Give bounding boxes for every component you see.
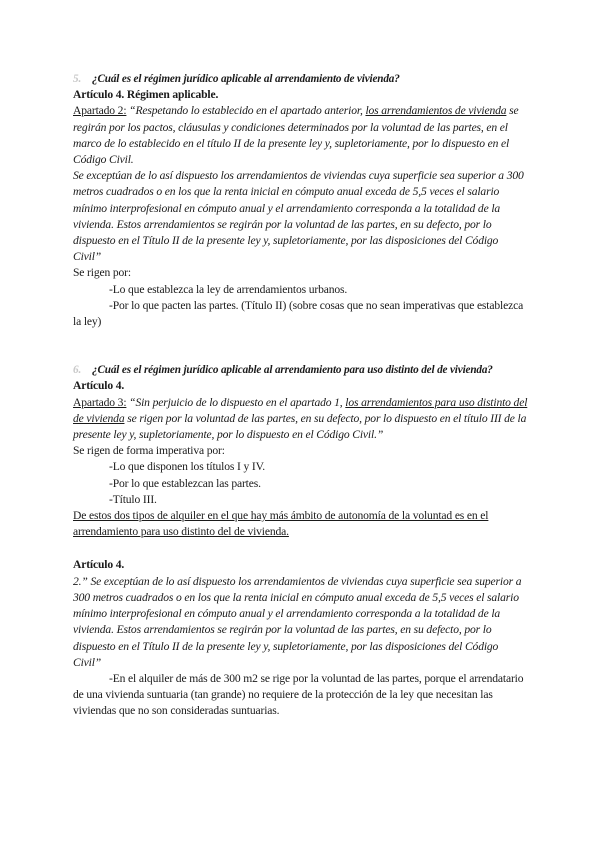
- article-4-title: Artículo 4. Régimen aplicable.: [73, 88, 219, 102]
- question-5: [73, 71, 528, 87]
- article-4b-title: Artículo 4.: [73, 379, 125, 393]
- apartado-2-paragraph: [73, 103, 528, 168]
- apartado-3-underlined: los arrendamientos para uso distinto del de vivienda: [73, 395, 528, 425]
- article-4c-title: Artículo 4.: [73, 558, 125, 572]
- spacer: [73, 540, 528, 557]
- imperativa-item-2: -Por lo que establezcan las partes.: [109, 476, 261, 490]
- imperativa-item-1: -Lo que disponen los títulos I y IV.: [109, 460, 266, 474]
- apartado-2-label: Apartado 2:: [73, 104, 127, 118]
- question-5-number: 5.: [73, 73, 82, 85]
- imperativa-item-3: -Título III.: [109, 492, 157, 506]
- apartado-3-open: “Sin perjuicio de lo dispuesto en el apartado 1,: [126, 395, 346, 409]
- apartado-3-label: Apartado 3:: [73, 395, 127, 409]
- conclusion-paragraph: De estos dos tipos de alquiler en el que hay más ámbito de autonomía de la voluntad es en el arrendamiento para uso distinto del de vivienda.: [73, 509, 489, 539]
- apartado-2-exception: Se exceptúan de lo así dispuesto los arrendamientos de viviendas cuya superficie sea superior a 300 metros cuadrados o en los que la renta inicial en cómputo anual exceda de 5,5 veces el salario mínimo interprofesional en cómputo anual y el arrendamiento corresponda a la totalidad de la vivienda. Estos arrendamientos se regirán por la voluntad de las partes, en su defecto, por lo dispuesto en el Título II de la presente ley y, supletoriamente, por las disposiciones del Código Civil”: [73, 169, 524, 264]
- rigen-item-2: -Por lo que pacten las partes. (Título II) (sobre cosas que no sean imperativas que establezca la ley): [73, 298, 524, 329]
- rigen-item-1: -Lo que establezca la ley de arrendamientos urbanos.: [109, 282, 348, 296]
- question-6: [73, 362, 528, 378]
- apartado-3-rest: se rigen por la voluntad de las partes, en su defecto, por lo dispuesto en el título III de la presente ley y, supletoriamente, por lo dispuesto en el Código Civil.”: [73, 411, 527, 442]
- apartado-2-rest: se regirán por los pactos, cláusulas y condiciones determinados por la voluntad de las partes, en el marco de lo establecido en el título II de la presente ley y, supletoriamente, por lo dispuesto en el Código Civil.: [73, 104, 519, 167]
- apartado-3-paragraph: [73, 395, 528, 444]
- rigen-intro: Se rigen por:: [73, 266, 131, 280]
- spacer: [73, 330, 528, 362]
- imperativa-intro: Se rigen de forma imperativa por:: [73, 444, 225, 458]
- article-4c-quote: 2.” Se exceptúan de lo así dispuesto los arrendamientos de viviendas cuya superficie sea superior a 300 metros cuadrados o en los que la renta inicial en cómputo anual exceda de 5,5 veces el salario mínimo interprofesional en cómputo anual y el arrendamiento corresponda a la totalidad de la vivienda. Estos arrendamientos se regirán por la voluntad de las partes, en su defecto, por lo dispuesto en el Título II de la presente ley y, supletoriamente, por las disposiciones del Código Civil”: [73, 574, 522, 669]
- question-5-text: ¿Cuál es el régimen jurídico aplicable al arrendamiento de vivienda?: [92, 73, 400, 85]
- question-6-number: 6.: [73, 364, 82, 377]
- document-body: [73, 71, 528, 720]
- apartado-2-underlined: los arrendamientos de vivienda: [365, 104, 507, 118]
- apartado-2-open: “Respetando lo establecido en el apartado anterior,: [126, 104, 366, 118]
- question-6-text: ¿Cuál es el régimen jurídico aplicable al arrendamiento para uso distinto del de vivienda?: [92, 364, 493, 377]
- article-4c-comment: -En el alquiler de más de 300 m2 se rige por la voluntad de las partes, porque el arrendatario de una vivienda suntuaria (tan grande) no requiere de la protección de la ley que necesitan las viviendas que no son consideradas suntuarias.: [73, 671, 524, 718]
